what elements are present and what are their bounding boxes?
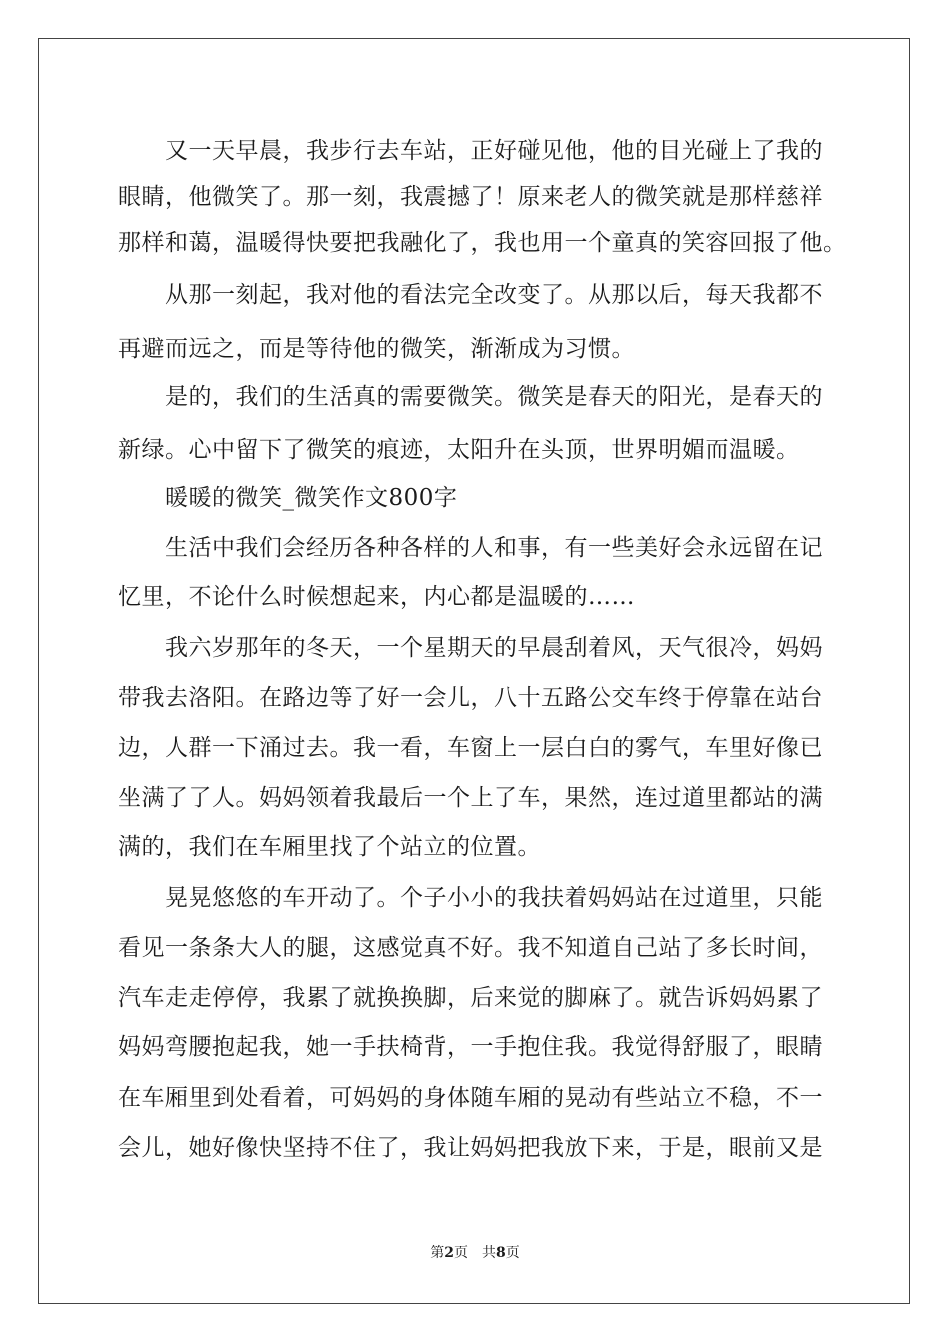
text-line: 眼睛，他微笑了。那一刻，我震撼了！原来老人的微笑就是那样慈祥 [118, 184, 823, 210]
text-line: 带我去洛阳。在路边等了好一会儿，八十五路公交车终于停靠在站台 [118, 685, 823, 711]
total-page-number: 8 [496, 1245, 506, 1261]
text-line: 会儿，她好像快坚持不住了，我让妈妈把我放下来，于是，眼前又是 [118, 1135, 823, 1161]
text-line: 是的，我们的生活真的需要微笑。微笑是春天的阳光，是春天的 [118, 384, 823, 410]
text-line: 我六岁那年的冬天，一个星期天的早晨刮着风，天气很冷，妈妈 [118, 635, 823, 661]
page-footer [0, 1243, 950, 1263]
text-line: 满的，我们在车厢里找了个站立的位置。 [118, 834, 541, 860]
text-line: 新绿。心中留下了微笑的痕迹，太阳升在头顶，世界明媚而温暖。 [118, 437, 800, 463]
text-line: 再避而远之，而是等待他的微笑，渐渐成为习惯。 [118, 336, 635, 362]
text-line: 在车厢里到处看着，可妈妈的身体随车厢的晃动有些站立不稳，不一 [118, 1085, 823, 1111]
page-number-suffix: 页 [505, 1245, 520, 1261]
page-number-middle: 页 共 [454, 1245, 496, 1261]
section-heading: 暖暖的微笑_微笑作文800字 [118, 485, 458, 511]
current-page-number: 2 [444, 1245, 454, 1261]
text-line: 汽车走走停停，我累了就换换脚，后来觉的脚麻了。就告诉妈妈累了 [118, 985, 823, 1011]
text-line: 生活中我们会经历各种各样的人和事，有一些美好会永远留在记 [118, 535, 823, 561]
text-line: 那样和蔼，温暖得快要把我融化了，我也用一个童真的笑容回报了他。 [118, 230, 847, 256]
text-line: 从那一刻起，我对他的看法完全改变了。从那以后，每天我都不 [118, 282, 823, 308]
page-number-prefix: 第 [430, 1245, 445, 1261]
text-line: 坐满了了人。妈妈领着我最后一个上了车，果然，连过道里都站的满 [118, 785, 823, 811]
text-line: 看见一条条大人的腿，这感觉真不好。我不知道自己站了多长时间， [118, 935, 823, 961]
text-line: 忆里，不论什么时候想起来，内心都是温暖的…… [118, 584, 635, 610]
text-line: 又一天早晨，我步行去车站，正好碰见他，他的目光碰上了我的 [118, 138, 823, 164]
text-line: 妈妈弯腰抱起我，她一手扶椅背，一手抱住我。我觉得舒服了，眼睛 [118, 1034, 823, 1060]
text-line: 晃晃悠悠的车开动了。个子小小的我扶着妈妈站在过道里，只能 [118, 885, 823, 911]
text-line: 边，人群一下涌过去。我一看，车窗上一层白白的雾气，车里好像已 [118, 735, 823, 761]
